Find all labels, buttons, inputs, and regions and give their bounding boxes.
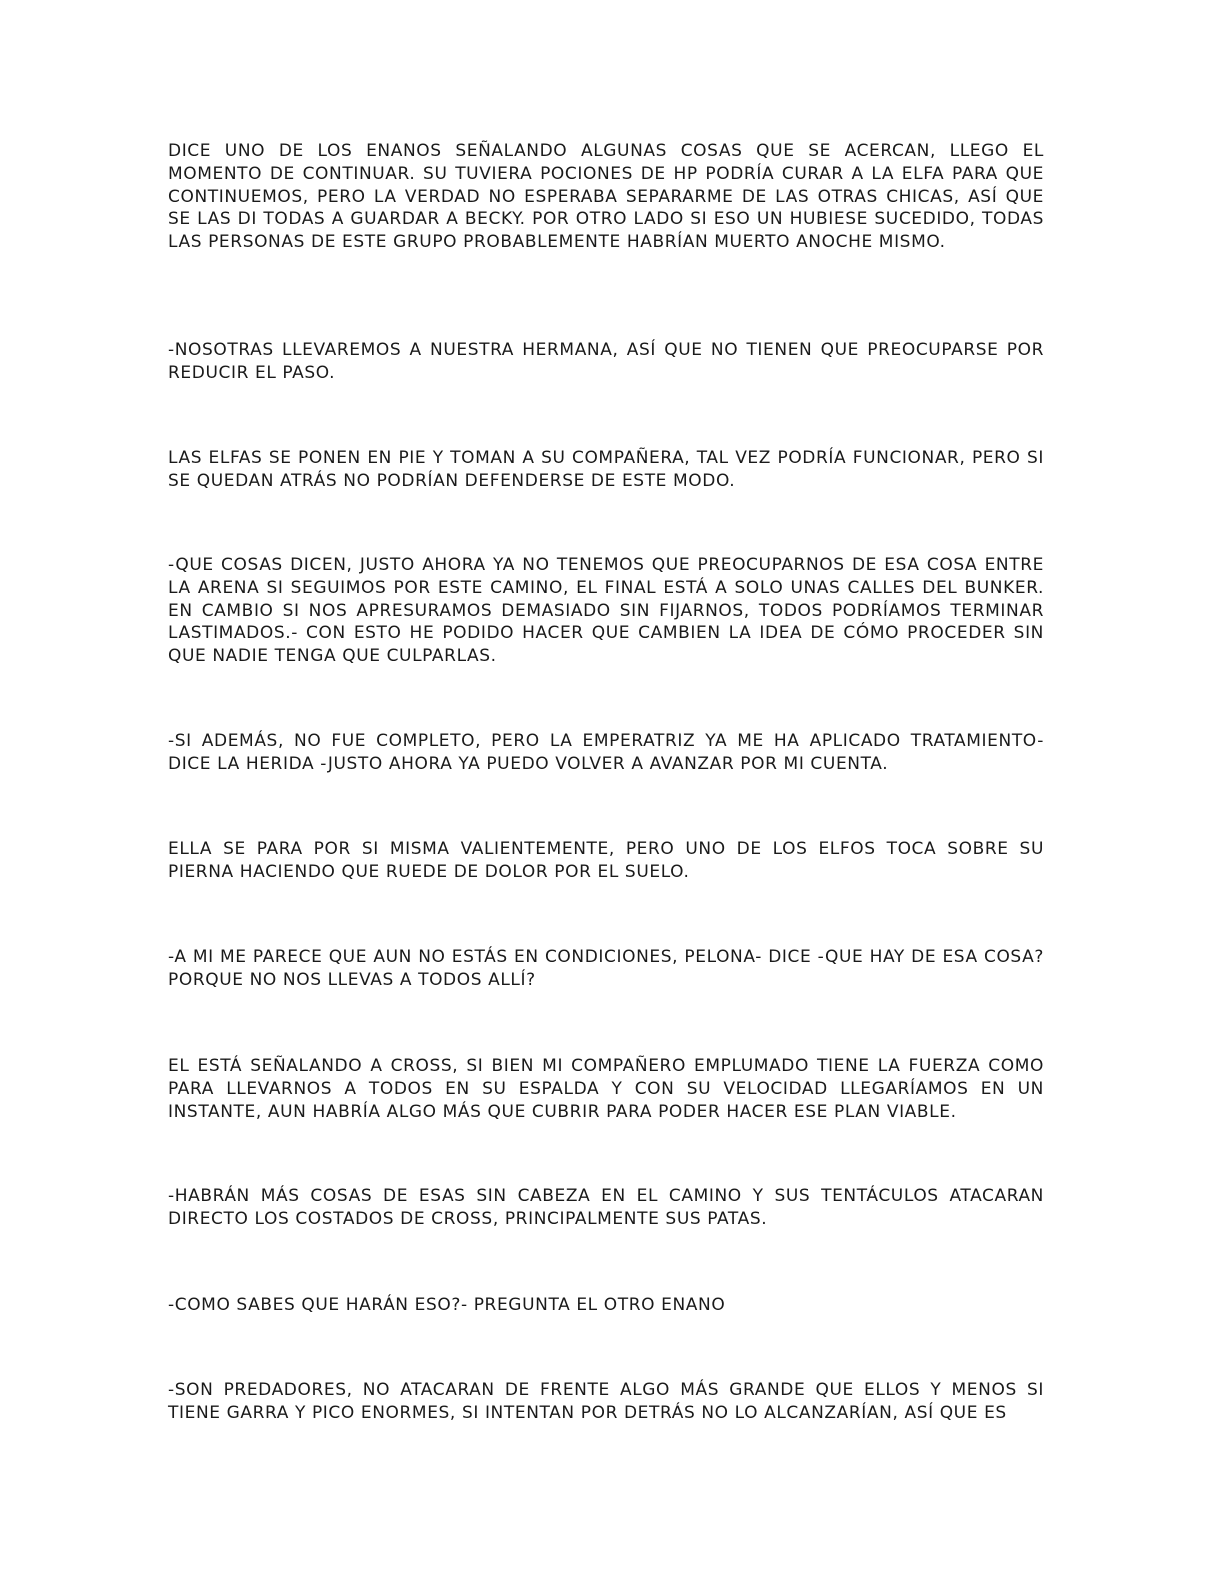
paragraph-9: -HABRÁN MÁS COSAS DE ESAS SIN CABEZA EN EL CAMINO Y SUS TENTÁCULOS ATACARAN DIRECTO LOS COSTADOS DE CROSS, PRINCIPALMENTE SUS PATAS. xyxy=(168,1186,1044,1229)
paragraph-3: LAS ELFAS SE PONEN EN PIE Y TOMAN A SU COMPAÑERA, TAL VEZ PODRÍA FUNCIONAR, PERO SI SE QUEDAN ATRÁS NO PODRÍAN DEFENDERSE DE ESTE MODO. xyxy=(168,448,1044,491)
paragraph-1: DICE UNO DE LOS ENANOS SEÑALANDO ALGUNAS COSAS QUE SE ACERCAN, LLEGO EL MOMENTO DE CONTINUAR. SU TUVIERA POCIONES DE HP PODRÍA CURAR A LA ELFA PARA QUE CONTINUEMOS, PERO LA VERDAD NO ESPERABA SEPARARME DE LAS OTRAS CHICAS, ASÍ QUE SE LAS DI TODAS A GUARDAR A BECKY. POR OTRO LADO SI ESO UN HUBIESE SUCEDIDO, TODAS LAS PERSONAS DE ESTE GRUPO PROBABLEMENTE HABRÍAN MUERTO ANOCHE MISMO. xyxy=(168,141,1044,253)
paragraph-7: -A MI ME PARECE QUE AUN NO ESTÁS EN CONDICIONES, PELONA- DICE -QUE HAY DE ESA COSA? PORQUE NO NOS LLEVAS A TODOS ALLÍ? xyxy=(168,947,1044,990)
paragraph-6: ELLA SE PARA POR SI MISMA VALIENTEMENTE, PERO UNO DE LOS ELFOS TOCA SOBRE SU PIERNA HACIENDO QUE RUEDE DE DOLOR POR EL SUELO. xyxy=(168,839,1044,882)
paragraph-2: -NOSOTRAS LLEVAREMOS A NUESTRA HERMANA, ASÍ QUE NO TIENEN QUE PREOCUPARSE POR REDUCIR EL PASO. xyxy=(168,340,1044,383)
paragraph-5: -SI ADEMÁS, NO FUE COMPLETO, PERO LA EMPERATRIZ YA ME HA APLICADO TRATAMIENTO- DICE LA HERIDA -JUSTO AHORA YA PUEDO VOLVER A AVANZAR POR MI CUENTA. xyxy=(168,731,1044,774)
paragraph-4: -QUE COSAS DICEN, JUSTO AHORA YA NO TENEMOS QUE PREOCUPARNOS DE ESA COSA ENTRE LA ARENA SI SEGUIMOS POR ESTE CAMINO, EL FINAL ESTÁ A SOLO UNAS CALLES DEL BUNKER. EN CAMBIO SI NOS APRESURAMOS DEMASIADO SIN FIJARNOS, TODOS PODRÍAMOS TERMINAR LASTIMADOS.- CON ESTO HE PODIDO HACER QUE CAMBIEN LA IDEA DE CÓMO PROCEDER SIN QUE NADIE TENGA QUE CULPARLAS. xyxy=(168,555,1044,667)
paragraph-8: EL ESTÁ SEÑALANDO A CROSS, SI BIEN MI COMPAÑERO EMPLUMADO TIENE LA FUERZA COMO PARA LLEVARNOS A TODOS EN SU ESPALDA Y CON SU VELOCIDAD LLEGARÍAMOS EN UN INSTANTE, AUN HABRÍA ALGO MÁS QUE CUBRIR PARA PODER HACER ESE PLAN VIABLE. xyxy=(168,1056,1044,1122)
paragraph-11: -SON PREDADORES, NO ATACARAN DE FRENTE ALGO MÁS GRANDE QUE ELLOS Y MENOS SI TIENE GARRA Y PICO ENORMES, SI INTENTAN POR DETRÁS NO LO ALCANZARÍAN, ASÍ QUE ES xyxy=(168,1380,1044,1423)
paragraph-10: -COMO SABES QUE HARÁN ESO?- PREGUNTA EL OTRO ENANO xyxy=(168,1295,726,1315)
